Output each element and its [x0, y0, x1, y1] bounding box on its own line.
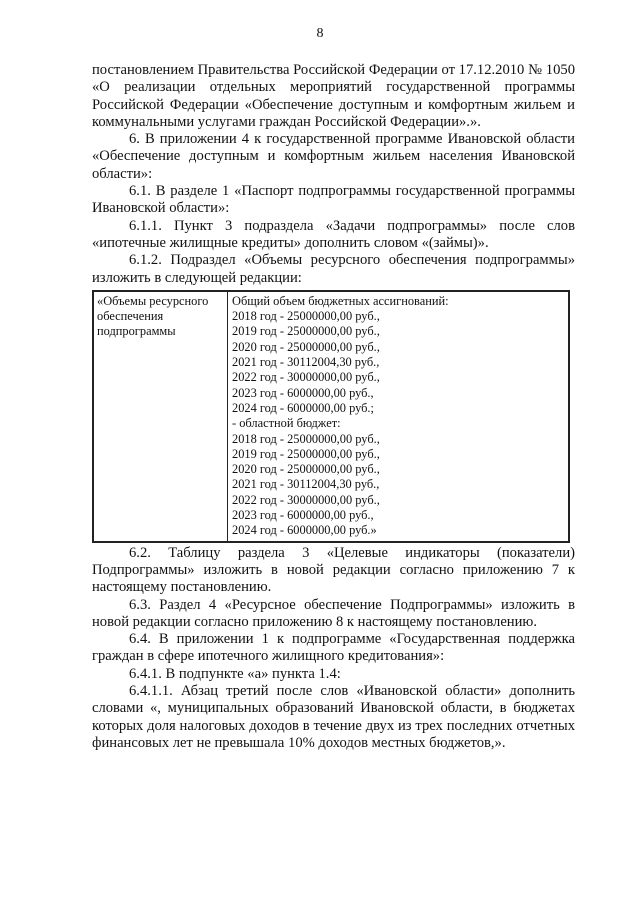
- value-line: 2024 год - 6000000,00 руб.;: [232, 400, 374, 415]
- value-line: 2018 год - 25000000,00 руб.,: [232, 431, 380, 446]
- value-line: Общий объем бюджетных ассигнований:: [232, 293, 449, 308]
- value-line: 2022 год - 30000000,00 руб.,: [232, 492, 380, 507]
- value-line: 2019 год - 25000000,00 руб.,: [232, 324, 380, 339]
- value-line: 2022 год - 30000000,00 руб.,: [232, 370, 380, 385]
- resource-table: [92, 290, 570, 543]
- paragraph-6-2: 6.2. Таблицу раздела 3 «Целевые индикаторы (показатели) Подпрограммы» изложить в новой редакции согласно приложению 7 к настоящему постановлению.: [92, 544, 575, 596]
- page-number: 8: [316, 26, 324, 41]
- resource-table-row: [93, 291, 569, 542]
- paragraph-6-3: 6.3. Раздел 4 «Ресурсное обеспечение Подпрограммы» изложить в новой редакции согласно приложению 8 к настоящему постановлению.: [92, 596, 575, 630]
- value-line: 2023 год - 6000000,00 руб.,: [232, 385, 374, 400]
- value-line: 2021 год - 30112004,30 руб.,: [232, 477, 380, 492]
- paragraph-intro: постановлением Правительства Российской Федерации от 17.12.2010 № 1050 «О реализации отдельных мероприятий государственной программы Российской Федерации «Обеспечение доступным и комфортным жильем и коммунальными услугами граждан Российской Федерации».».: [92, 62, 575, 130]
- value-line: 2018 год - 25000000,00 руб.,: [232, 309, 380, 324]
- document-body: [92, 62, 575, 752]
- resource-table-values-cell: [228, 291, 570, 542]
- value-line: 2019 год - 25000000,00 руб.,: [232, 446, 380, 461]
- paragraph-6: 6. В приложении 4 к государственной программе Ивановской области «Обеспечение доступным и комфортным жильем населения Ивановской области»:: [92, 131, 575, 182]
- value-line: 2024 год - 6000000,00 руб.»: [232, 523, 377, 538]
- label-line: «Объемы ресурсного: [97, 293, 209, 308]
- resource-table-label-cell: [93, 291, 228, 542]
- paragraph-6-1-2: 6.1.2. Подраздел «Объемы ресурсного обеспечения подпрограммы» изложить в следующей редакции:: [92, 252, 575, 286]
- paragraph-6-1: 6.1. В разделе 1 «Паспорт подпрограммы государственной программы Ивановской области»:: [92, 183, 575, 217]
- label-line: подпрограммы: [97, 324, 176, 339]
- paragraph-6-4-1-1: 6.4.1.1. Абзац третий после слов «Ивановской области» дополнить словами «, муниципальных образований Ивановской области, в бюджетах которых доля налоговых доходов в течение двух из трех последних отчетных финансовых лет не превышала 10% доходов местных бюджетов,».: [92, 682, 575, 751]
- paragraph-6-1-1: 6.1.1. Пункт 3 подраздела «Задачи подпрограммы» после слов «ипотечные жилищные кредиты» дополнить словом «(займы)».: [92, 217, 575, 251]
- paragraph-6-4: 6.4. В приложении 1 к подпрограмме «Государственная поддержка граждан в сфере ипотечного жилищного кредитования»:: [92, 631, 575, 665]
- value-line: 2020 год - 25000000,00 руб.,: [232, 462, 380, 477]
- value-line: 2023 год - 6000000,00 руб.,: [232, 508, 374, 523]
- value-line: 2021 год - 30112004,30 руб.,: [232, 355, 380, 370]
- paragraph-6-4-1: 6.4.1. В подпункте «а» пункта 1.4:: [129, 665, 341, 682]
- value-line: - областной бюджет:: [232, 416, 341, 431]
- value-line: 2020 год - 25000000,00 руб.,: [232, 339, 380, 354]
- label-line: обеспечения: [97, 309, 164, 324]
